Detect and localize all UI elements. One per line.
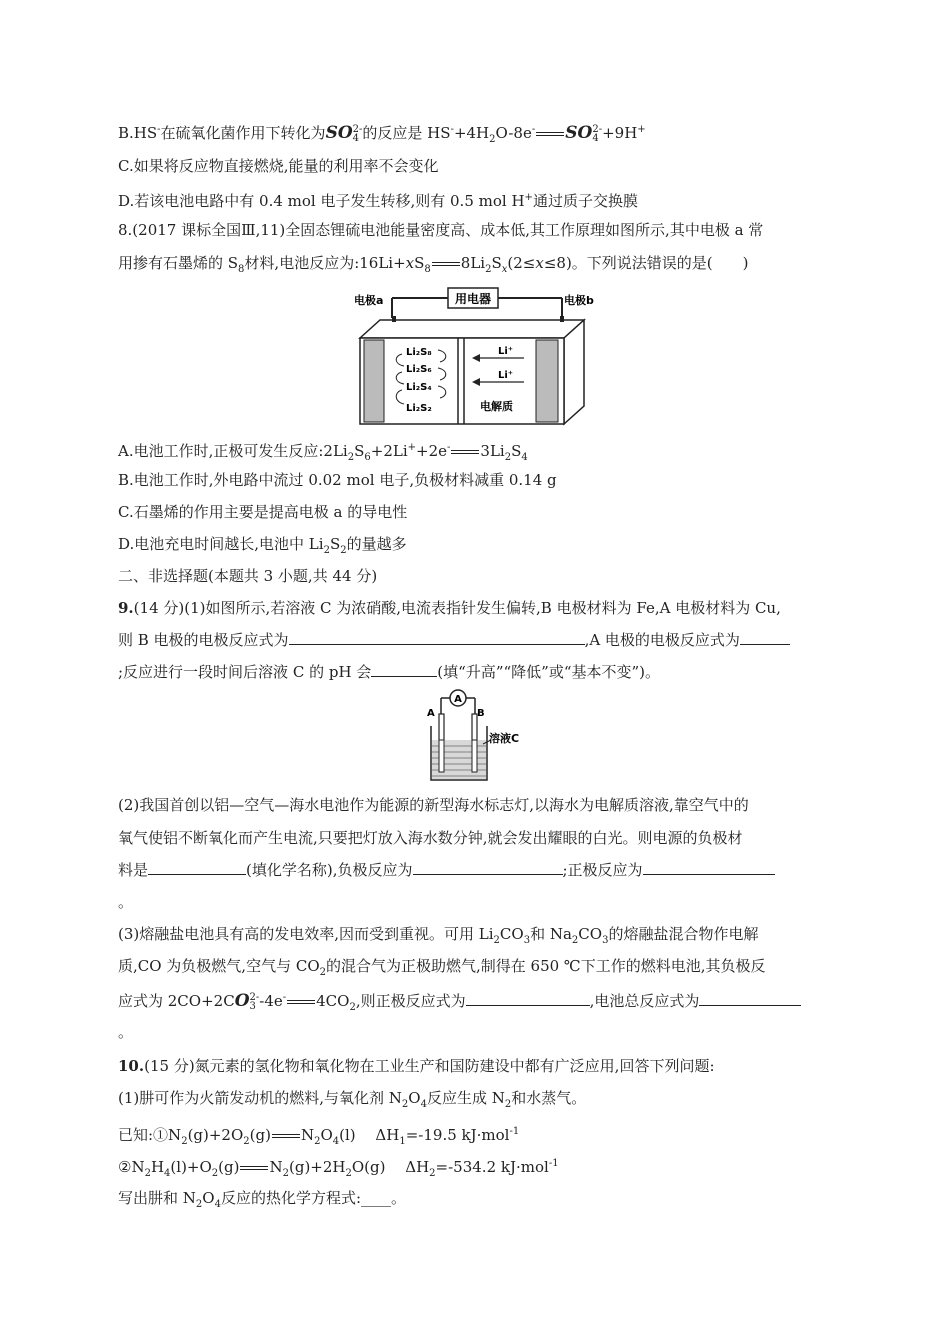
equals-sign xyxy=(451,450,479,454)
text: 质,CO 为负极燃气,空气与 CO xyxy=(118,957,320,975)
q10-prompt: 写出肼和 $N_2O_4$反应的热化学方程式:____。 xyxy=(118,1189,407,1210)
text: ≤8)。下列说法错误的是( ) xyxy=(543,254,749,272)
section-heading-2: 二、非选择题(本题共 3 小题,共 44 分) xyxy=(118,567,378,585)
text: 写出肼和 N xyxy=(118,1189,196,1207)
text: (3)熔融盐电池具有高的发电效率,因而受到重视。可用 Li xyxy=(118,925,494,943)
answer-blank[interactable] xyxy=(699,991,801,1006)
q9-part2-line3 xyxy=(118,860,775,880)
text: (填“升高”“降低”或“基本不变”)。 xyxy=(437,663,661,681)
sup: 2- xyxy=(592,124,603,135)
text: 和水蒸气。 xyxy=(511,1089,587,1107)
text: (g) xyxy=(249,1126,271,1144)
answer-blank[interactable] xyxy=(148,860,246,875)
text: N xyxy=(300,1126,315,1144)
text: S xyxy=(354,442,365,460)
text: D.电池充电时间越长,电池中 Li xyxy=(118,535,324,553)
q8-option-c: C.石墨烯的作用主要是提高电极 a 的导电性 xyxy=(118,503,408,521)
q7-option-b: B.HS-在硫氧化菌作用下转化为SO2- 4 的反应是 $HS^-+4H_2O-8e^-$ SO2- 4 +9H+ xyxy=(118,123,646,145)
ammeter-label: A xyxy=(454,694,462,705)
text: 的量越多 xyxy=(346,535,407,553)
sulfate-formula: SO xyxy=(325,123,353,143)
text: 反应的热化学方程式:____。 xyxy=(220,1189,407,1207)
answer-blank[interactable] xyxy=(466,991,590,1006)
q8-stem-line1: 8.(2017 课标全国Ⅲ,11)全固态锂硫电池能量密度高、成本低,其工作原理如图所示,其中电极 a 常 xyxy=(118,221,764,239)
text: O(g) ΔH xyxy=(351,1158,430,1176)
text: CO xyxy=(499,925,524,943)
text: 材料,电池反应为:16Li+ xyxy=(244,254,406,272)
q9-part3-line3: 应式为 2CO+2CO2- 3 -4e- $4CO_2$,则正极反应式为 ,电池总反应式为 xyxy=(118,988,801,1018)
text: S xyxy=(329,535,341,553)
text: 和 Na xyxy=(530,925,572,943)
equals-sign xyxy=(240,1166,268,1170)
battery-diagram xyxy=(350,282,600,428)
q9-part2-line2: 氧气使铝不断氧化而产生电流,只要把灯放入海水数分钟,就会发出耀眼的白光。则电源的负极材 xyxy=(118,829,743,847)
q7-option-d: D.若该电池电路中有 0.4 mol 电子发生转移,则有 0.5 mol H+通过质子交换膜 xyxy=(118,192,638,210)
li-ion-label-2: Li⁺ xyxy=(498,370,514,381)
text: 反应生成 N xyxy=(426,1089,505,1107)
text: (g)+2H xyxy=(288,1158,346,1176)
text: ②N xyxy=(118,1158,145,1176)
q8-stem-line2: 用掺有石墨烯的 $S_8$材料,电池反应为$:16Li+xS_8$ $8Li_2S_x(2\le x\le 8)$。下列说法错误的是( ) xyxy=(118,254,749,275)
sulfate-formula: SO xyxy=(565,123,593,143)
text: S xyxy=(491,254,502,272)
answer-blank[interactable] xyxy=(289,630,585,645)
text: (15 分)氮元素的氢化物和氧化物在工业生产和国防建设中都有广泛应用,回答下列问题: xyxy=(144,1057,715,1075)
text: +2e xyxy=(416,442,448,460)
text: 8Li xyxy=(460,254,486,272)
q9-part3-line2: 质,CO 为负极燃气,空气与 $CO_2$的混合气为正极助燃气,制得在 650 ℃下工作的燃料电池,其负极反 xyxy=(118,957,766,978)
text: (g)+2O xyxy=(187,1126,244,1144)
answer-blank[interactable] xyxy=(413,860,563,875)
text: +2Li xyxy=(370,442,408,460)
electrode-b-label: 电极b xyxy=(564,294,594,307)
text: O xyxy=(202,1189,215,1207)
q10-known-1: 已知$:①N_2(g)+2O_2(g)$ $N_2O_4(l)$ $\Delta H_1=-19.5$ kJ·mol$^{-1}$ xyxy=(118,1126,520,1147)
electrode-a-label: 电极a xyxy=(354,294,384,307)
q8-option-d: D.电池充电时间越长,电池中 $Li_2S_2$的量越多 xyxy=(118,535,407,556)
text: A.电池工作时,正极可发生反应:2Li xyxy=(118,442,348,460)
text: +9H xyxy=(602,124,638,142)
text: 通过质子交换膜 xyxy=(532,192,638,210)
text: 用掺有石墨烯的 S xyxy=(118,254,239,272)
q8-option-b: B.电池工作时,外电路中流过 0.02 mol 电子,负极材料减重 0.14 g xyxy=(118,471,557,489)
electrode-a-label: A xyxy=(427,708,435,719)
q10-stem-line1 xyxy=(118,1056,715,1076)
text: ,A 电极的电极反应式为 xyxy=(584,631,740,649)
text: 料是 xyxy=(118,861,149,879)
li-ion-label-1: Li⁺ xyxy=(498,346,514,357)
text: =-19.5 kJ·mol xyxy=(405,1126,510,1144)
text: 在硫氧化菌作用下转化为 xyxy=(160,124,326,142)
text: (l) ΔH xyxy=(339,1126,400,1144)
question-number: 10. xyxy=(118,1057,145,1075)
answer-blank[interactable] xyxy=(643,860,775,875)
text: 应式为 2CO+2C xyxy=(118,992,235,1010)
text: S xyxy=(414,254,425,272)
text: 的熔融盐混合物作电解 xyxy=(608,925,759,943)
text: 已知:①N xyxy=(118,1126,182,1144)
galvanic-cell-diagram xyxy=(425,686,535,786)
text: B.HS xyxy=(118,124,158,142)
species-li2s2: Li₂S₂ xyxy=(406,403,432,414)
answer-blank[interactable] xyxy=(371,662,437,677)
text: -4e xyxy=(259,992,283,1010)
text: (14 分)(1)如图所示,若溶液 C 为浓硝酸,电流表指针发生偏转,B 电极材料为 Fe,A 电极材料为 Cu, xyxy=(133,599,781,617)
text: N xyxy=(269,1158,283,1176)
text: =-534.2 kJ·mol xyxy=(435,1158,549,1176)
q8-option-a: A.电池工作时,正极可发生反应$:2Li_2S_6+2Li^++2e^-$ $3Li_2S_4$ xyxy=(118,442,528,463)
text: H xyxy=(150,1158,165,1176)
text: CO xyxy=(578,925,603,943)
text: 的反应是 HS xyxy=(362,124,451,142)
text: (l)+O xyxy=(170,1158,212,1176)
text: O xyxy=(320,1126,333,1144)
q9-stem-line1 xyxy=(118,598,781,618)
text: 则 B 电极的电极反应式为 xyxy=(118,631,289,649)
electrolyte-label: 电解质 xyxy=(480,400,513,413)
text: O-8e xyxy=(495,124,532,142)
q9-part3-line4: 。 xyxy=(118,1023,134,1041)
q9-stem-line2 xyxy=(118,630,790,650)
device-label: 用电器 xyxy=(454,292,492,306)
text: (填化学名称),负极反应为 xyxy=(246,861,413,879)
text: ;正极反应为 xyxy=(562,861,643,879)
text: 3Li xyxy=(480,442,505,460)
text: 4CO xyxy=(316,992,350,1010)
text: (2≤ xyxy=(507,254,536,272)
answer-blank[interactable] xyxy=(740,630,790,645)
text: ,电池总反应式为 xyxy=(589,992,700,1010)
text: ,则正极反应式为 xyxy=(355,992,466,1010)
text: 的混合气为正极助燃气,制得在 650 ℃下工作的燃料电池,其负极反 xyxy=(326,957,766,975)
question-number: 9. xyxy=(118,599,134,617)
q9-part2-line1: (2)我国首创以铝—空气—海水电池作为能源的新型海水标志灯,以海水为电解质溶液,靠空气中的 xyxy=(118,796,749,814)
solution-label: 溶液C xyxy=(489,732,520,745)
q10-known-2: $②N_2H_4(l)+O_2(g)$ $N_2(g)+2H_2O(g)$ $\Delta H_2=-534.2$ kJ·mol$^{-1}$ xyxy=(118,1158,559,1179)
equals-sign xyxy=(287,1000,315,1004)
q10-stem-line2: (1)肼可作为火箭发动机的燃料,与氧化剂 $N_2O_4$反应生成 $N_2$和水蒸气。 xyxy=(118,1089,587,1110)
q9-stem-line3 xyxy=(118,662,660,682)
q9-part2-line4: 。 xyxy=(118,893,134,911)
text: S xyxy=(511,442,522,460)
text: (g) xyxy=(218,1158,240,1176)
electrode-b-label: B xyxy=(477,708,485,719)
text: (1)肼可作为火箭发动机的燃料,与氧化剂 N xyxy=(118,1089,402,1107)
text: O xyxy=(408,1089,421,1107)
sub: 4 xyxy=(592,133,599,144)
equals-sign xyxy=(272,1134,300,1138)
species-li2s6: Li₂S₆ xyxy=(406,364,432,375)
species-li2s8: Li₂S₈ xyxy=(406,347,432,358)
sup: 2- xyxy=(352,124,363,135)
species-li2s4: Li₂S₄ xyxy=(406,382,432,393)
carbonate-formula: O xyxy=(234,991,250,1011)
text: D.若该电池电路中有 0.4 mol 电子发生转移,则有 0.5 mol H xyxy=(118,192,525,210)
sub: 4 xyxy=(352,133,360,144)
q9-part3-line1: (3)熔融盐电池具有高的发电效率,因而受到重视。可用 $Li_2CO_3$和 $Na_2CO_3$的熔融盐混合物作电解 xyxy=(118,925,759,946)
equals-sign xyxy=(536,132,564,136)
text: +4H xyxy=(453,124,490,142)
q7-option-c: C.如果将反应物直接燃烧,能量的利用率不会变化 xyxy=(118,157,439,175)
equals-sign xyxy=(432,262,460,266)
text: ;反应进行一段时间后溶液 C 的 pH 会 xyxy=(118,663,372,681)
